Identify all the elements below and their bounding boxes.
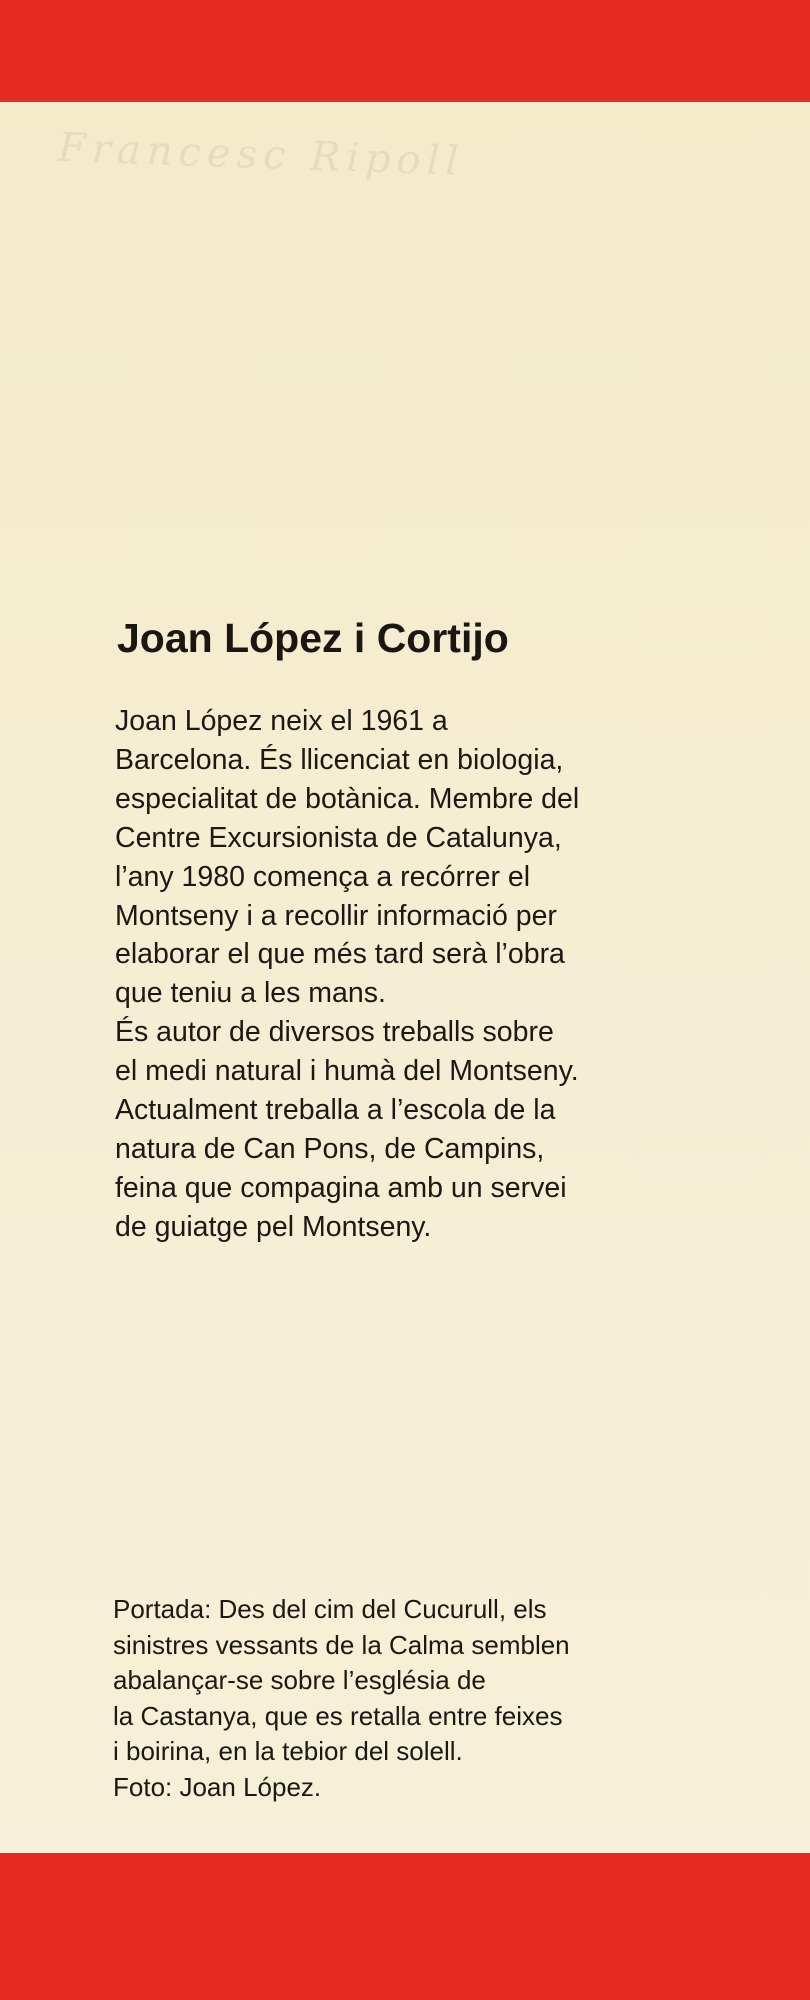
bio-line: que teniu a les mans. — [115, 977, 386, 1010]
bio-line: de guiatge pel Montseny. — [115, 1210, 432, 1243]
top-red-band — [0, 0, 810, 102]
author-name-heading: Joan López i Cortijo — [117, 615, 509, 661]
bio-line: Actualment treballa a l’escola de la — [115, 1094, 556, 1127]
bio-line: l’any 1980 comença a recórrer el — [115, 860, 531, 893]
handwritten-signature: Francesc Ripoll — [57, 124, 466, 186]
bio-line: Montseny i a recollir informació per — [115, 899, 557, 932]
caption-line: abalançar-se sobre l’església de — [113, 1665, 486, 1696]
bio-line: elaborar el que més tard serà l’obra — [115, 938, 565, 971]
caption-line: Foto: Joan López. — [113, 1771, 322, 1802]
bio-line: Joan López neix el 1961 a — [115, 705, 448, 737]
bottom-red-band — [0, 1853, 810, 2000]
bio-line: Centre Excursionista de Catalunya, — [115, 821, 562, 854]
caption-line: la Castanya, que es retalla entre feixes — [113, 1700, 563, 1731]
caption-line: i boirina, en la tebior del solell. — [113, 1736, 463, 1767]
bio-line: Barcelona. És llicenciat en biologia, — [115, 743, 564, 776]
bio-line: natura de Can Pons, de Campins, — [115, 1132, 545, 1165]
cover-photo-caption — [113, 1592, 773, 1806]
bio-line: especialitat de botànica. Membre del — [115, 782, 580, 815]
bio-line: És autor de diversos treballs sobre — [115, 1016, 554, 1049]
author-biography — [115, 702, 775, 1247]
bio-line: feina que compagina amb un servei — [115, 1171, 567, 1204]
caption-line: sinistres vessants de la Calma semblen — [113, 1629, 570, 1660]
bio-line: el medi natural i humà del Montseny. — [115, 1055, 579, 1088]
caption-line: Portada: Des del cim del Cucurull, els — [113, 1594, 547, 1624]
